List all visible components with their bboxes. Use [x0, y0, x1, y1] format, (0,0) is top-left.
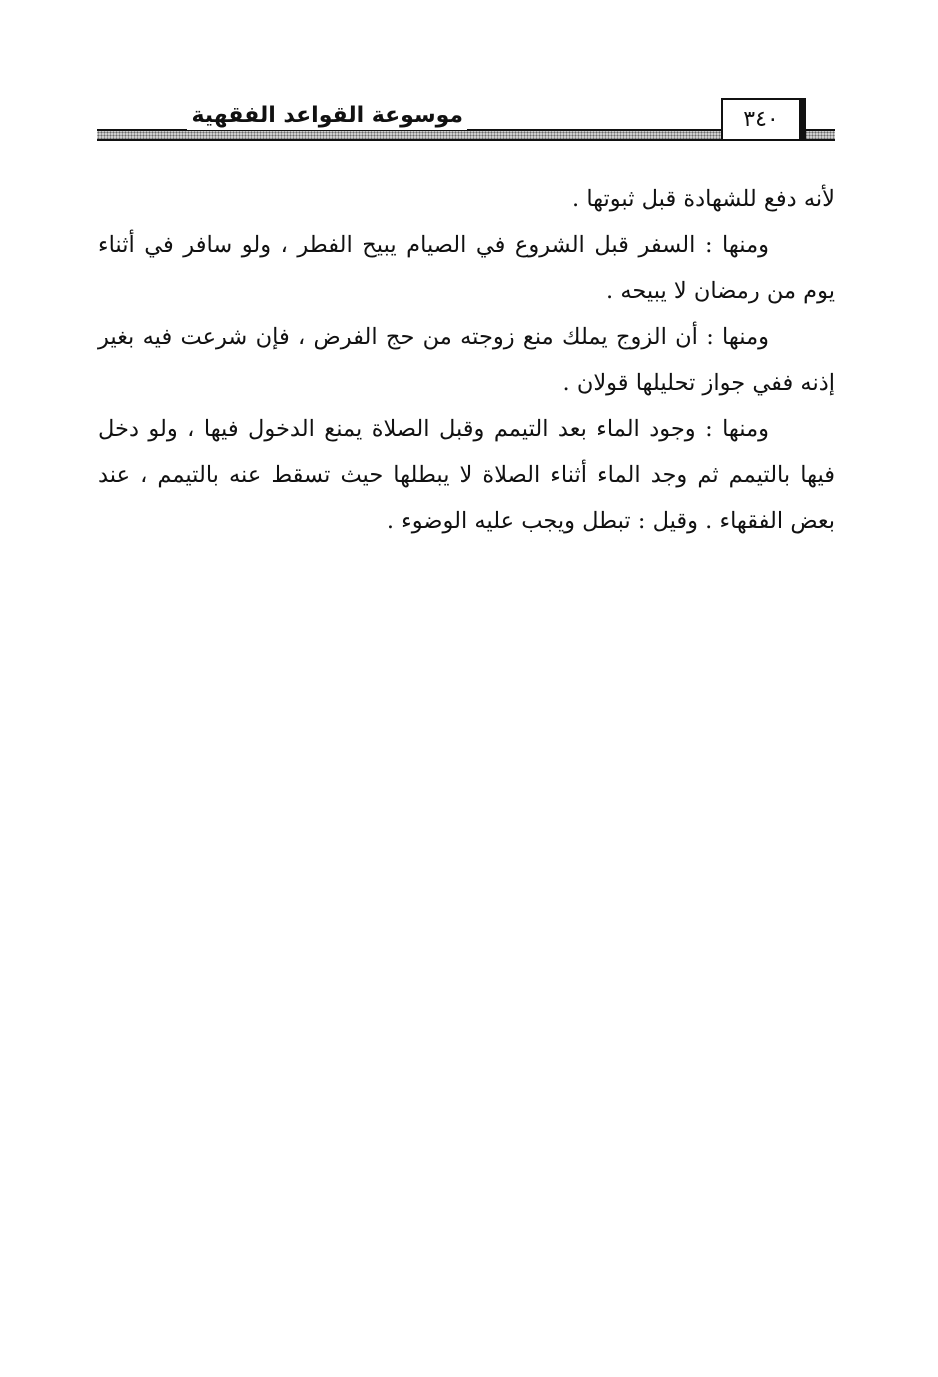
paragraph-husband-hajj: ومنها : أن الزوج يملك منع زوجته من حج الفرض ، فإن شرعت فيه بغير إذنه ففي جواز تحليلها قولان . [98, 324, 835, 396]
paragraph-water-tayammum: ومنها : وجود الماء بعد التيمم وقبل الصلاة يمنع الدخول فيها ، ولو دخل فيها بالتيمم ثم وجد الماء أثناء الصلاة لا يبطلها حيث تسقط عنه بالتيمم ، عند بعض الفقهاء . وقيل : تبطل ويجب عليه الوضوء . [98, 416, 835, 534]
paragraph-continuation: لأنه دفع للشهادة قبل ثبوتها . [572, 186, 835, 212]
body-text [98, 176, 835, 544]
paragraph-travel-fasting: ومنها : السفر قبل الشروع في الصيام يبيح الفطر ، ولو سافر في أثناء يوم من رمضان لا يبيحه . [98, 232, 835, 304]
page-header [97, 98, 835, 146]
page-number: ٣٤٠ [743, 106, 779, 132]
page-number-box [721, 98, 806, 141]
running-head-title: موسوعة القواعد الفقهية [187, 102, 467, 130]
